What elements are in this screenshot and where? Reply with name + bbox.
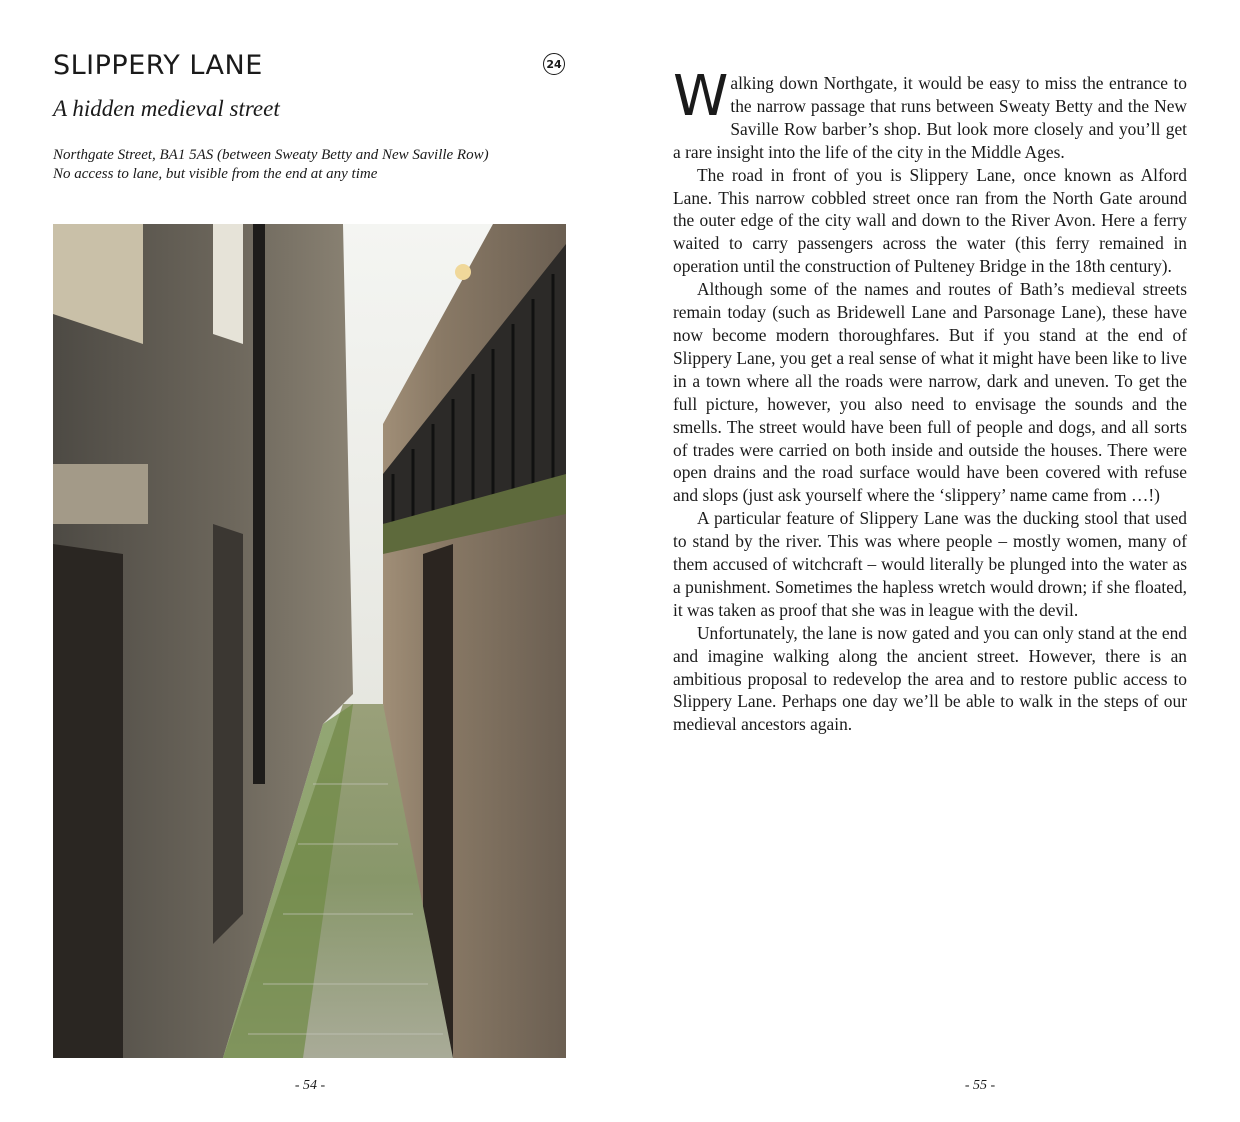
page-number-right: - 55 -: [964, 1078, 996, 1093]
paragraph: The road in front of you is Slippery Lane, once known as Alford Lane. This narrow cobbled street once ran from the North Gate around the outer edge of the city wall and down to the River Avon. Here a ferry waited to carry passengers across the water (this ferry remained in operation until the construction of Pulteney Bridge in the 18th century).: [673, 164, 1187, 277]
paragraph: Although some of the names and routes of Bath’s medieval streets remain today (such as Bridewell Lane and Parsonage Lane), these have now become modern thoroughfares. But if you stand at the end of Slippery Lane, you get a real sense of what it might have been like to live in a town where all the roads were narrow, dark and uneven. To get the full picture, however, you also need to envisage the sounds and the smells. The street would have been full of people and dogs, and all sorts of trades were carried on both inside and outside the houses. There were open drains and the road surface would have been covered with refuse and slops (just ask yourself where the ‘slippery’ name came from …!): [673, 279, 1187, 506]
body-text: [673, 64, 1187, 736]
alley-photo: [53, 224, 566, 1058]
entry-number-badge: 24: [543, 53, 565, 75]
address-line: Northgate Street, BA1 5AS (between Sweaty Betty and New Saville Row): [53, 147, 489, 163]
paragraph: A particular feature of Slippery Lane was the ducking stool that used to stand by the river. This was where people – mostly women, many of them accused of witchcraft – would literally be plunged into the water as a punishment. Sometimes the hapless wretch would drown; if she floated, it was taken as proof that she was in league with the devil.: [673, 508, 1187, 620]
paragraph-text: alking down Northgate, it would be easy to miss the entrance to the narrow passage that runs between Sweaty Betty and the New Saville Row barber’s shop. But look more closely and you’ll get a rare insight into the life of the city in the Middle Ages.: [673, 73, 1187, 162]
paragraph: Unfortunately, the lane is now gated and you can only stand at the end and imagine walking along the ancient street. However, there is an ambitious proposal to redevelop the area and to restore public access to Slippery Lane. Perhaps one day we’ll be able to walk in the steps of our medieval ancestors again.: [673, 622, 1187, 735]
page-title: SLIPPERY LANE: [53, 50, 263, 81]
drop-cap: W: [673, 64, 729, 129]
address-block: [53, 146, 489, 184]
page-subtitle: A hidden medieval street: [53, 96, 280, 121]
right-page: [620, 0, 1240, 1122]
paragraph: [673, 64, 1187, 164]
access-info-line: No access to lane, but visible from the end at any time: [53, 166, 378, 182]
page-number-left: - 54 -: [294, 1078, 326, 1093]
